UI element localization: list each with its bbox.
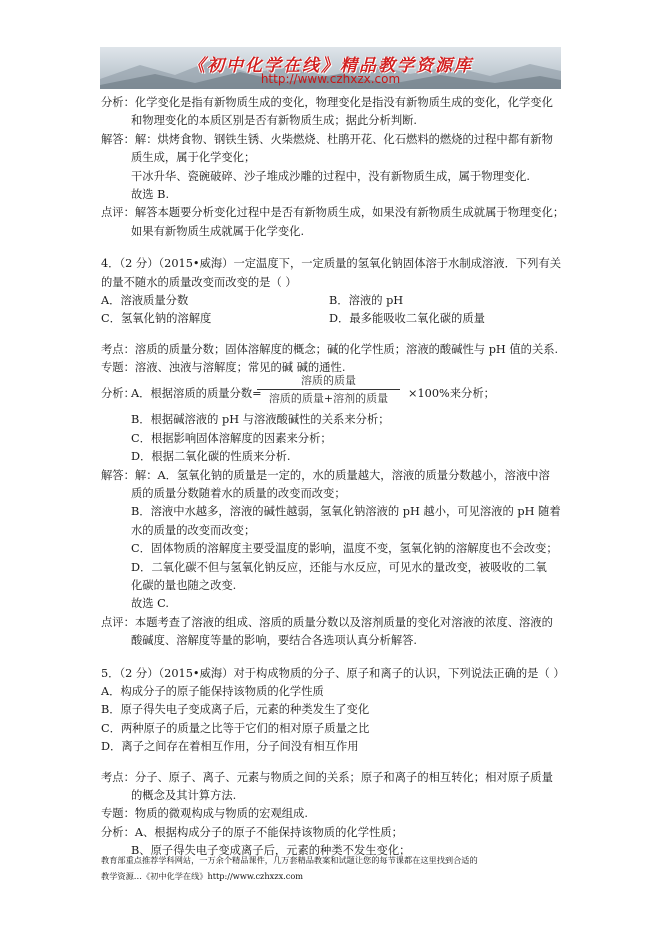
q4-analysis-a-tail: ×100%来分析； (408, 387, 495, 401)
banner-title: 《初中化学在线》精品教学资源库 (188, 56, 473, 76)
document-body (101, 94, 565, 860)
q4-analysis-rest: B．根据碱溶液的 pH 与溶液酸碱性的关系来分析； C．根据影响固体溶解度的因素来分析； D．根据二氧化碳的性质来分析. (131, 413, 390, 464)
q4-option-c: C．氢氧化钠的溶解度 (101, 312, 212, 326)
q4-comment: 点评：本题考查了溶液的组成、溶质的质量分数以及溶剂质量的变化对溶液的浓度、溶液的 酸碱度、溶解度等量的影响，要结合各选项认真分析解答. (101, 615, 553, 648)
q4-option-d: D．最多能吸收二氧化碳的质量 (329, 312, 485, 326)
q4-analysis-formula (101, 374, 561, 411)
q4-analysis-label: 分析： (101, 387, 135, 401)
header-banner (100, 47, 561, 89)
footer-line-1: 教育部重点推荐学科网站，一万余个精品课件，几万套精品教案和试题让您的每节课都在这里找到合适的 (101, 855, 478, 865)
q4-stem: 4．（2 分）（2015•威海）一定温度下，一定质量的氢氧化钠固体溶于水制成溶液．下列有关 的量不随水的质量改变而改变的是（ ） (101, 257, 562, 289)
banner-url: http://www.czhxzx.com (260, 72, 401, 86)
q4-option-a: A．溶液质量分数 (101, 293, 189, 307)
fraction-bar (257, 389, 400, 390)
q3-comment: 点评：解答本题要分析变化过程中是否有新物质生成，如果没有新物质生成就属于物理变化； 如果有新物质生成就属于化学变化. (101, 206, 565, 238)
q5-zhuanti: 专题：物质的微观构成与物质的宏观组成. (101, 807, 308, 821)
q5-option-d: D．离子之间存在着相互作用，分子间没有相互作用 (101, 740, 359, 754)
fraction-numerator: 溶质的质量 (301, 374, 356, 388)
fraction-denominator: 溶质的质量+溶剂的质量 (268, 392, 389, 406)
q5-analysis: 分析：A、根据构成分子的原子不能保持该物质的化学性质； B、原子得失电子变成离子后，元素的种类不发生变化； (101, 825, 411, 858)
q5-options (101, 683, 561, 757)
q3-solution: 解答：解：烘烤食物、钢铁生锈、火柴燃烧、杜鹃开花、化石燃料的燃烧的过程中都有新物 质生成，属于化学变化； 干冰升华、瓷碗破碎、沙子堆成沙雕的过程中，没有新物质生成，属于物理变化. 故选 B. (101, 132, 553, 201)
q5-option-c: C．两种原子的质量之比等于它们的相对原子质量之比 (101, 721, 370, 735)
q4-kaodian: 考点：溶质的质量分数；固体溶解度的概念；碱的化学性质；溶液的酸碱性与 pH 值的关系. (101, 342, 559, 356)
q4-solution: 解答：解：A．氢氧化钠的质量是一定的，水的质量越大，溶液的质量分数越小，溶液中溶 质的质量分数随着水的质量的改变而改变； B．溶液中水越多，溶液的碱性越弱，氢氧化钠溶液的 pH 越小，可见溶液的 pH 随着 水的质量的改变而改变； C．固体物质的溶解度主要受温度的影响，温度不变，氢氧化钠的溶解度也不会改变； D．二氧化碳不但与氢氧化钠反应，还能与水反应，可见水的量改变，被吸收的二氧 化碳的量也随之改变. 故选 C. (101, 468, 561, 611)
q5-option-a: A．构成分子的原子能保持该物质的化学性质 (101, 684, 324, 698)
footer-line-2: 教学资源…《初中化学在线》http://www.czhxzx.com (101, 871, 304, 881)
q4-options-row1 (101, 292, 561, 310)
q4-analysis-a: A．根据溶质的质量分数= (131, 387, 262, 401)
q5-kaodian: 考点：分子、原子、离子、元素与物质之间的关系；原子和离子的相互转化；相对原子质量 的概念及其计算方法. (101, 770, 553, 802)
page-footer (101, 852, 561, 884)
q5-stem: 5．（2 分）（2015•威海）对于构成物质的分子、原子和离子的认识，下列说法正确的是（ ） (101, 666, 565, 680)
mass-fraction-formula (257, 373, 400, 406)
q4-zhuanti: 专题：溶液、浊液与溶解度；常见的碱 碱的通性. (101, 361, 346, 375)
q4-option-b: B．溶液的 pH (329, 293, 404, 307)
q3-analysis: 分析：化学变化是指有新物质生成的变化，物理变化是指没有新物质生成的变化，化学变化 和物理变化的本质区别是否有新物质生成；据此分析判断. (101, 96, 553, 128)
q4-options-row2 (101, 310, 561, 328)
q5-option-b: B．原子得失电子变成离子后，元素的种类发生了变化 (101, 703, 370, 717)
